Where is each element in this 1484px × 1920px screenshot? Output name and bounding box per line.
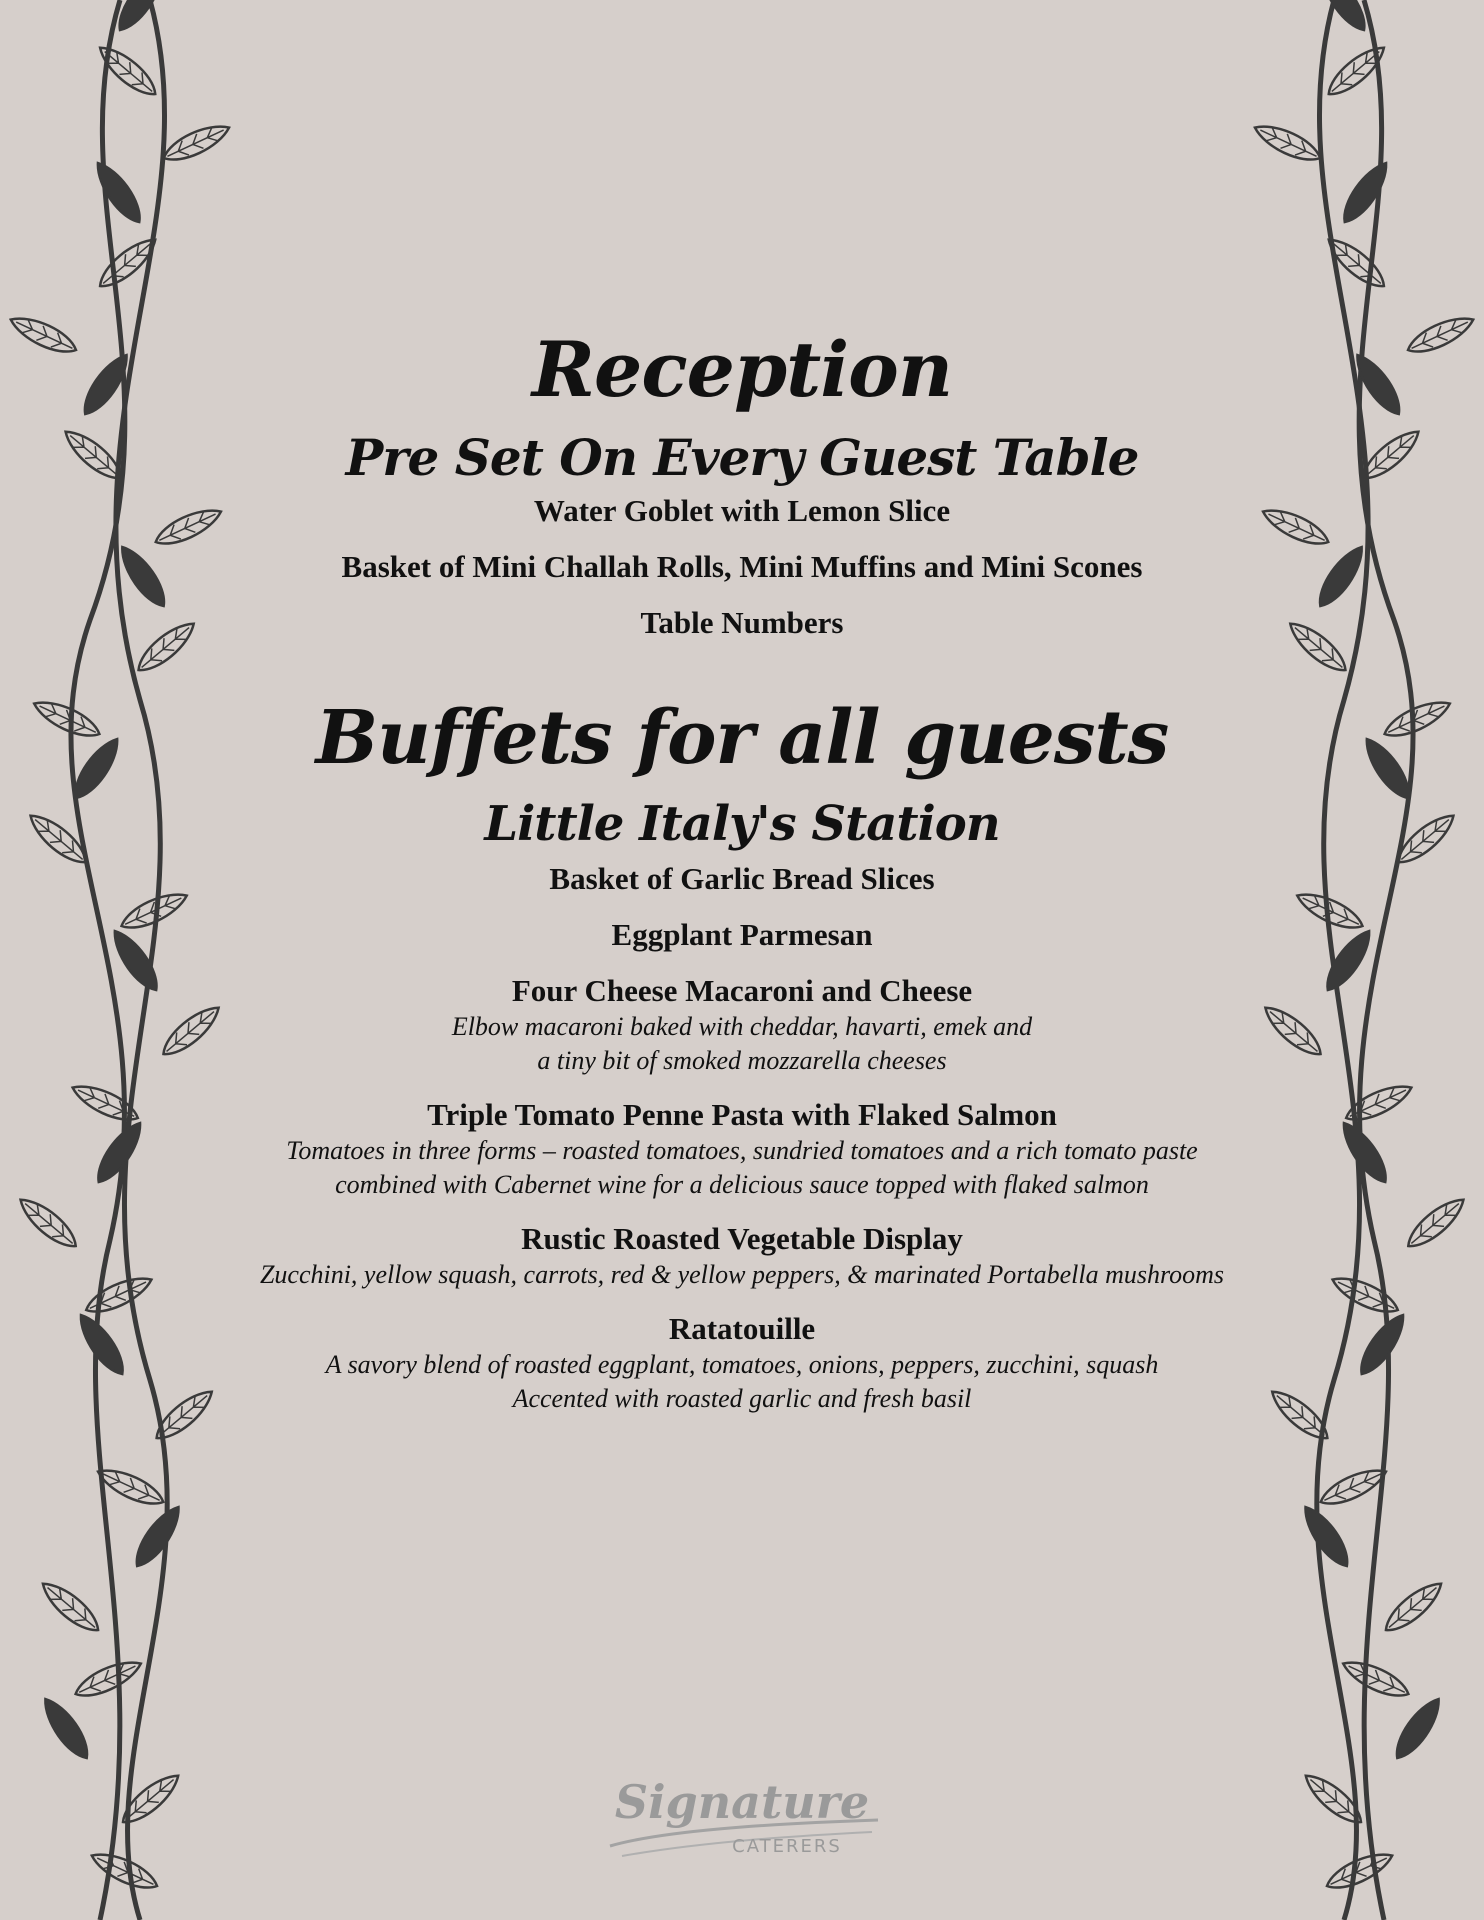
leaf-shape xyxy=(87,1846,161,1895)
reception-item: Water Goblet with Lemon Slice xyxy=(533,493,951,528)
leaf-shape xyxy=(37,1693,95,1764)
reception-title: Reception xyxy=(531,325,953,414)
leaf-shape xyxy=(89,157,147,228)
reception-subtitle: Pre Set On Every Guest Table xyxy=(345,428,1139,487)
logo-script-text: Signature xyxy=(614,1776,870,1829)
menu-item-description: Accented with roasted garlic and fresh basil xyxy=(512,1384,972,1413)
menu-item-name: Triple Tomato Penne Pasta with Flaked Salmon xyxy=(427,1097,1057,1132)
leaf-shape xyxy=(1297,1501,1355,1572)
leaf-shape xyxy=(36,1576,105,1638)
signature-caterers-logo xyxy=(592,1776,892,1872)
menu-item-description: Tomatoes in three forms – roasted tomatoes, sundried tomatoes and a rich tomato paste xyxy=(286,1136,1198,1165)
menu-item-name: Four Cheese Macaroni and Cheese xyxy=(511,973,973,1008)
station-title: Little Italy's Station xyxy=(484,796,1000,852)
leaf-shape xyxy=(1250,118,1324,167)
menu-item-name: Basket of Garlic Bread Slices xyxy=(549,861,935,896)
leaf-shape xyxy=(159,118,233,167)
menu-item-description: A savory blend of roasted eggplant, tomatoes, onions, peppers, zucchini, squash xyxy=(325,1350,1159,1379)
reception-section xyxy=(0,320,1484,642)
leaf-shape xyxy=(71,1654,145,1703)
leaf-shape xyxy=(1336,157,1394,228)
reception-item: Basket of Mini Challah Rolls, Mini Muffins and Mini Scones xyxy=(341,549,1143,584)
leaf-shape xyxy=(1379,1576,1448,1638)
menu-item-name: Rustic Roasted Vegetable Display xyxy=(521,1221,963,1256)
menu-item-description: Elbow macaroni baked with cheddar, havarti, emek and xyxy=(451,1012,1033,1041)
leaf-shape xyxy=(93,232,162,294)
leaf-shape xyxy=(1322,232,1391,294)
reception-item: Table Numbers xyxy=(640,605,844,640)
menu-item-description: combined with Cabernet wine for a delicious sauce topped with flaked salmon xyxy=(335,1170,1149,1199)
leaf-shape xyxy=(1323,1846,1397,1895)
leaf-shape xyxy=(1389,1693,1447,1764)
menu-item-name: Eggplant Parmesan xyxy=(611,917,873,952)
logo-sub-text: CATERERS xyxy=(732,1836,842,1857)
menu-item-description: a tiny bit of smoked mozzarella cheeses xyxy=(537,1046,947,1075)
buffets-title: Buffets for all guests xyxy=(315,695,1169,781)
leaf-shape xyxy=(1339,1654,1413,1703)
buffets-section xyxy=(0,688,1484,1416)
leaf-shape xyxy=(129,1501,187,1572)
menu-item-name: Ratatouille xyxy=(668,1311,816,1346)
menu-item-description: Zucchini, yellow squash, carrots, red & yellow peppers, & marinated Portabella mushrooms xyxy=(259,1260,1225,1289)
menu-content xyxy=(0,320,1484,1416)
